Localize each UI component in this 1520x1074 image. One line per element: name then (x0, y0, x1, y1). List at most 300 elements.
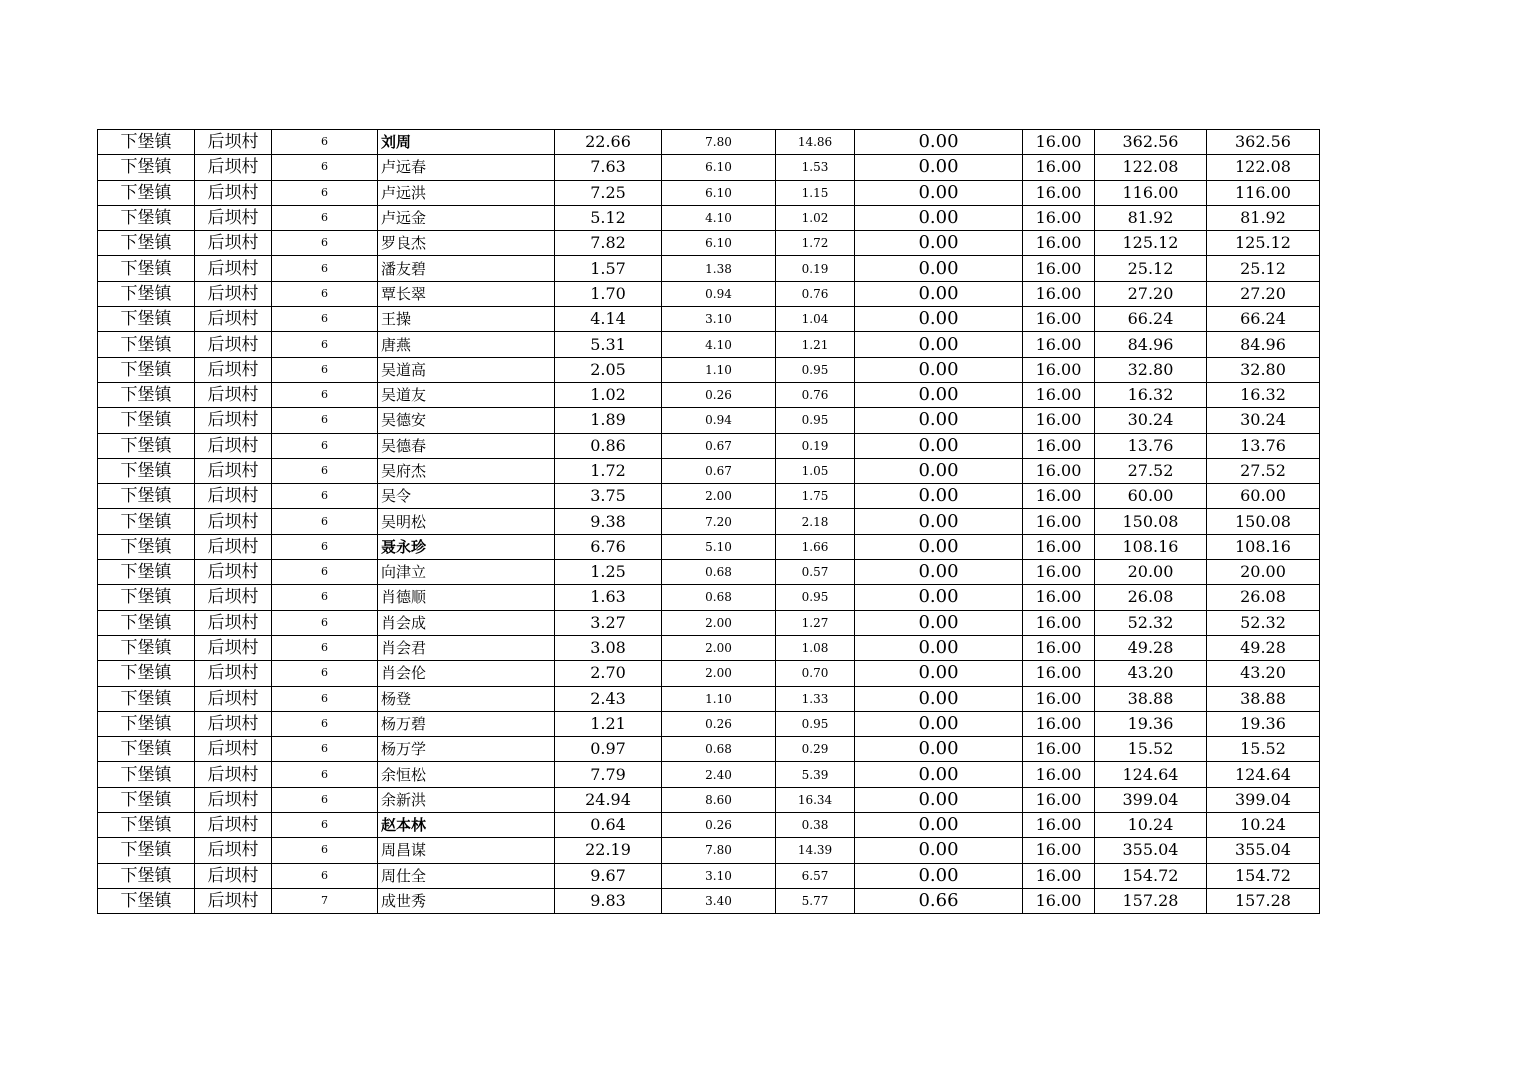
table-row (98, 737, 1320, 762)
table-body (98, 130, 1320, 914)
value-f-cell: 355.04 (1095, 838, 1207, 863)
value-c-cell: 0.57 (776, 560, 855, 585)
value-e-cell: 16.00 (1023, 382, 1095, 407)
value-f-cell: 362.56 (1095, 130, 1207, 155)
value-e-cell: 16.00 (1023, 509, 1095, 534)
group-cell: 6 (272, 408, 378, 433)
group-cell: 6 (272, 484, 378, 509)
village-cell: 后坝村 (195, 560, 272, 585)
value-a-cell: 1.72 (555, 458, 662, 483)
name-cell: 杨万学 (378, 737, 555, 762)
name-cell: 聂永珍 (378, 534, 555, 559)
value-d-cell: 0.00 (855, 813, 1023, 838)
table-row (98, 433, 1320, 458)
value-a-cell: 0.64 (555, 813, 662, 838)
group-cell: 6 (272, 585, 378, 610)
value-c-cell: 1.04 (776, 307, 855, 332)
value-b-cell: 5.10 (662, 534, 776, 559)
value-b-cell: 4.10 (662, 332, 776, 357)
value-b-cell: 7.80 (662, 130, 776, 155)
value-c-cell: 1.05 (776, 458, 855, 483)
value-b-cell: 3.10 (662, 863, 776, 888)
table-row (98, 458, 1320, 483)
value-a-cell: 0.86 (555, 433, 662, 458)
group-cell: 6 (272, 231, 378, 256)
table-row (98, 382, 1320, 407)
name-cell: 卢远金 (378, 205, 555, 230)
value-g-cell: 27.20 (1207, 281, 1320, 306)
value-a-cell: 22.19 (555, 838, 662, 863)
value-d-cell: 0.00 (855, 585, 1023, 610)
name-cell: 赵本林 (378, 813, 555, 838)
value-g-cell: 362.56 (1207, 130, 1320, 155)
town-cell: 下堡镇 (98, 813, 195, 838)
value-f-cell: 154.72 (1095, 863, 1207, 888)
value-a-cell: 0.97 (555, 737, 662, 762)
value-g-cell: 19.36 (1207, 711, 1320, 736)
value-e-cell: 16.00 (1023, 711, 1095, 736)
village-cell: 后坝村 (195, 711, 272, 736)
value-b-cell: 0.94 (662, 408, 776, 433)
town-cell: 下堡镇 (98, 332, 195, 357)
value-f-cell: 43.20 (1095, 661, 1207, 686)
value-f-cell: 150.08 (1095, 509, 1207, 534)
value-f-cell: 27.20 (1095, 281, 1207, 306)
town-cell: 下堡镇 (98, 787, 195, 812)
value-g-cell: 30.24 (1207, 408, 1320, 433)
value-c-cell: 2.18 (776, 509, 855, 534)
value-c-cell: 1.15 (776, 180, 855, 205)
town-cell: 下堡镇 (98, 408, 195, 433)
value-f-cell: 49.28 (1095, 635, 1207, 660)
value-d-cell: 0.66 (855, 888, 1023, 913)
value-e-cell: 16.00 (1023, 433, 1095, 458)
value-c-cell: 6.57 (776, 863, 855, 888)
value-c-cell: 14.86 (776, 130, 855, 155)
group-cell: 6 (272, 509, 378, 534)
value-d-cell: 0.00 (855, 838, 1023, 863)
value-g-cell: 66.24 (1207, 307, 1320, 332)
name-cell: 吴德春 (378, 433, 555, 458)
value-e-cell: 16.00 (1023, 458, 1095, 483)
value-a-cell: 7.79 (555, 762, 662, 787)
value-g-cell: 81.92 (1207, 205, 1320, 230)
value-a-cell: 9.67 (555, 863, 662, 888)
village-cell: 后坝村 (195, 130, 272, 155)
town-cell: 下堡镇 (98, 610, 195, 635)
name-cell: 肖会成 (378, 610, 555, 635)
value-c-cell: 14.39 (776, 838, 855, 863)
value-d-cell: 0.00 (855, 509, 1023, 534)
value-g-cell: 157.28 (1207, 888, 1320, 913)
name-cell: 成世秀 (378, 888, 555, 913)
value-f-cell: 125.12 (1095, 231, 1207, 256)
value-e-cell: 16.00 (1023, 686, 1095, 711)
town-cell: 下堡镇 (98, 458, 195, 483)
value-b-cell: 4.10 (662, 205, 776, 230)
table-row (98, 661, 1320, 686)
value-b-cell: 7.20 (662, 509, 776, 534)
value-g-cell: 125.12 (1207, 231, 1320, 256)
value-d-cell: 0.00 (855, 863, 1023, 888)
value-e-cell: 16.00 (1023, 534, 1095, 559)
value-a-cell: 1.57 (555, 256, 662, 281)
village-cell: 后坝村 (195, 813, 272, 838)
value-e-cell: 16.00 (1023, 635, 1095, 660)
spreadsheet-page (97, 129, 1320, 914)
value-g-cell: 150.08 (1207, 509, 1320, 534)
value-e-cell: 16.00 (1023, 888, 1095, 913)
town-cell: 下堡镇 (98, 888, 195, 913)
value-a-cell: 5.31 (555, 332, 662, 357)
name-cell: 吴府杰 (378, 458, 555, 483)
value-a-cell: 3.27 (555, 610, 662, 635)
table-row (98, 509, 1320, 534)
value-d-cell: 0.00 (855, 382, 1023, 407)
name-cell: 杨万碧 (378, 711, 555, 736)
value-a-cell: 1.70 (555, 281, 662, 306)
table-row (98, 610, 1320, 635)
value-c-cell: 16.34 (776, 787, 855, 812)
table-row (98, 256, 1320, 281)
value-g-cell: 154.72 (1207, 863, 1320, 888)
value-d-cell: 0.00 (855, 762, 1023, 787)
value-g-cell: 116.00 (1207, 180, 1320, 205)
value-e-cell: 16.00 (1023, 281, 1095, 306)
value-f-cell: 19.36 (1095, 711, 1207, 736)
value-c-cell: 1.08 (776, 635, 855, 660)
village-cell: 后坝村 (195, 408, 272, 433)
value-b-cell: 0.67 (662, 433, 776, 458)
group-cell: 6 (272, 130, 378, 155)
value-c-cell: 0.19 (776, 433, 855, 458)
group-cell: 6 (272, 635, 378, 660)
table-row (98, 762, 1320, 787)
village-cell: 后坝村 (195, 838, 272, 863)
value-b-cell: 0.68 (662, 560, 776, 585)
value-f-cell: 16.32 (1095, 382, 1207, 407)
value-g-cell: 38.88 (1207, 686, 1320, 711)
value-e-cell: 16.00 (1023, 560, 1095, 585)
name-cell: 周仕全 (378, 863, 555, 888)
town-cell: 下堡镇 (98, 560, 195, 585)
village-cell: 后坝村 (195, 610, 272, 635)
name-cell: 卢远洪 (378, 180, 555, 205)
town-cell: 下堡镇 (98, 382, 195, 407)
value-c-cell: 5.39 (776, 762, 855, 787)
value-b-cell: 2.00 (662, 661, 776, 686)
value-e-cell: 16.00 (1023, 813, 1095, 838)
value-g-cell: 20.00 (1207, 560, 1320, 585)
value-f-cell: 38.88 (1095, 686, 1207, 711)
town-cell: 下堡镇 (98, 711, 195, 736)
value-d-cell: 0.00 (855, 332, 1023, 357)
table-row (98, 332, 1320, 357)
value-g-cell: 60.00 (1207, 484, 1320, 509)
group-cell: 6 (272, 433, 378, 458)
value-d-cell: 0.00 (855, 307, 1023, 332)
town-cell: 下堡镇 (98, 281, 195, 306)
value-d-cell: 0.00 (855, 205, 1023, 230)
value-g-cell: 52.32 (1207, 610, 1320, 635)
group-cell: 6 (272, 813, 378, 838)
value-e-cell: 16.00 (1023, 762, 1095, 787)
name-cell: 吴明松 (378, 509, 555, 534)
group-cell: 6 (272, 737, 378, 762)
value-f-cell: 124.64 (1095, 762, 1207, 787)
town-cell: 下堡镇 (98, 180, 195, 205)
table-row (98, 635, 1320, 660)
village-cell: 后坝村 (195, 256, 272, 281)
value-f-cell: 66.24 (1095, 307, 1207, 332)
group-cell: 6 (272, 155, 378, 180)
name-cell: 肖会伦 (378, 661, 555, 686)
table-row (98, 205, 1320, 230)
name-cell: 吴德安 (378, 408, 555, 433)
value-g-cell: 122.08 (1207, 155, 1320, 180)
value-g-cell: 84.96 (1207, 332, 1320, 357)
value-a-cell: 9.83 (555, 888, 662, 913)
name-cell: 向津立 (378, 560, 555, 585)
value-f-cell: 84.96 (1095, 332, 1207, 357)
value-b-cell: 0.26 (662, 711, 776, 736)
value-d-cell: 0.00 (855, 610, 1023, 635)
village-cell: 后坝村 (195, 661, 272, 686)
name-cell: 卢远春 (378, 155, 555, 180)
value-a-cell: 1.25 (555, 560, 662, 585)
value-e-cell: 16.00 (1023, 256, 1095, 281)
value-e-cell: 16.00 (1023, 484, 1095, 509)
value-a-cell: 5.12 (555, 205, 662, 230)
value-b-cell: 2.00 (662, 484, 776, 509)
name-cell: 潘友碧 (378, 256, 555, 281)
value-d-cell: 0.00 (855, 408, 1023, 433)
value-g-cell: 32.80 (1207, 357, 1320, 382)
group-cell: 6 (272, 382, 378, 407)
value-d-cell: 0.00 (855, 281, 1023, 306)
value-a-cell: 7.63 (555, 155, 662, 180)
town-cell: 下堡镇 (98, 231, 195, 256)
village-cell: 后坝村 (195, 281, 272, 306)
value-e-cell: 16.00 (1023, 863, 1095, 888)
name-cell: 肖德顺 (378, 585, 555, 610)
value-f-cell: 81.92 (1095, 205, 1207, 230)
value-b-cell: 0.68 (662, 737, 776, 762)
value-b-cell: 1.10 (662, 686, 776, 711)
value-d-cell: 0.00 (855, 433, 1023, 458)
value-e-cell: 16.00 (1023, 661, 1095, 686)
value-b-cell: 2.40 (662, 762, 776, 787)
group-cell: 6 (272, 534, 378, 559)
value-a-cell: 4.14 (555, 307, 662, 332)
value-f-cell: 32.80 (1095, 357, 1207, 382)
value-f-cell: 399.04 (1095, 787, 1207, 812)
group-cell: 6 (272, 560, 378, 585)
town-cell: 下堡镇 (98, 635, 195, 660)
value-a-cell: 1.63 (555, 585, 662, 610)
town-cell: 下堡镇 (98, 686, 195, 711)
value-c-cell: 0.76 (776, 382, 855, 407)
value-g-cell: 399.04 (1207, 787, 1320, 812)
name-cell: 杨登 (378, 686, 555, 711)
town-cell: 下堡镇 (98, 205, 195, 230)
value-e-cell: 16.00 (1023, 307, 1095, 332)
town-cell: 下堡镇 (98, 307, 195, 332)
village-cell: 后坝村 (195, 307, 272, 332)
value-c-cell: 0.95 (776, 711, 855, 736)
town-cell: 下堡镇 (98, 256, 195, 281)
value-e-cell: 16.00 (1023, 205, 1095, 230)
village-cell: 后坝村 (195, 737, 272, 762)
village-cell: 后坝村 (195, 155, 272, 180)
village-cell: 后坝村 (195, 585, 272, 610)
village-cell: 后坝村 (195, 433, 272, 458)
group-cell: 6 (272, 307, 378, 332)
group-cell: 6 (272, 787, 378, 812)
value-a-cell: 3.75 (555, 484, 662, 509)
value-b-cell: 3.10 (662, 307, 776, 332)
value-g-cell: 43.20 (1207, 661, 1320, 686)
value-e-cell: 16.00 (1023, 357, 1095, 382)
value-c-cell: 1.21 (776, 332, 855, 357)
value-f-cell: 10.24 (1095, 813, 1207, 838)
value-d-cell: 0.00 (855, 180, 1023, 205)
village-cell: 后坝村 (195, 458, 272, 483)
value-c-cell: 1.72 (776, 231, 855, 256)
value-f-cell: 108.16 (1095, 534, 1207, 559)
name-cell: 周昌谋 (378, 838, 555, 863)
town-cell: 下堡镇 (98, 585, 195, 610)
value-c-cell: 1.75 (776, 484, 855, 509)
group-cell: 6 (272, 357, 378, 382)
value-b-cell: 3.40 (662, 888, 776, 913)
value-a-cell: 7.82 (555, 231, 662, 256)
group-cell: 6 (272, 332, 378, 357)
value-a-cell: 22.66 (555, 130, 662, 155)
value-b-cell: 8.60 (662, 787, 776, 812)
value-d-cell: 0.00 (855, 256, 1023, 281)
name-cell: 吴道高 (378, 357, 555, 382)
value-a-cell: 2.43 (555, 686, 662, 711)
value-b-cell: 7.80 (662, 838, 776, 863)
value-f-cell: 122.08 (1095, 155, 1207, 180)
village-cell: 后坝村 (195, 180, 272, 205)
value-b-cell: 0.26 (662, 813, 776, 838)
value-b-cell: 0.67 (662, 458, 776, 483)
value-d-cell: 0.00 (855, 458, 1023, 483)
group-cell: 6 (272, 686, 378, 711)
group-cell: 7 (272, 888, 378, 913)
value-b-cell: 0.68 (662, 585, 776, 610)
village-cell: 后坝村 (195, 863, 272, 888)
value-b-cell: 6.10 (662, 155, 776, 180)
value-g-cell: 25.12 (1207, 256, 1320, 281)
value-d-cell: 0.00 (855, 787, 1023, 812)
value-g-cell: 16.32 (1207, 382, 1320, 407)
data-table (97, 129, 1320, 914)
village-cell: 后坝村 (195, 484, 272, 509)
table-row (98, 585, 1320, 610)
value-f-cell: 27.52 (1095, 458, 1207, 483)
value-a-cell: 24.94 (555, 787, 662, 812)
group-cell: 6 (272, 610, 378, 635)
group-cell: 6 (272, 838, 378, 863)
value-g-cell: 49.28 (1207, 635, 1320, 660)
town-cell: 下堡镇 (98, 484, 195, 509)
value-d-cell: 0.00 (855, 155, 1023, 180)
table-row (98, 155, 1320, 180)
name-cell: 余恒松 (378, 762, 555, 787)
table-row (98, 281, 1320, 306)
village-cell: 后坝村 (195, 762, 272, 787)
group-cell: 6 (272, 180, 378, 205)
value-f-cell: 116.00 (1095, 180, 1207, 205)
value-f-cell: 15.52 (1095, 737, 1207, 762)
value-e-cell: 16.00 (1023, 180, 1095, 205)
village-cell: 后坝村 (195, 534, 272, 559)
value-e-cell: 16.00 (1023, 838, 1095, 863)
name-cell: 王操 (378, 307, 555, 332)
table-row (98, 863, 1320, 888)
table-row (98, 838, 1320, 863)
value-f-cell: 13.76 (1095, 433, 1207, 458)
value-c-cell: 1.33 (776, 686, 855, 711)
value-g-cell: 10.24 (1207, 813, 1320, 838)
value-d-cell: 0.00 (855, 231, 1023, 256)
value-a-cell: 2.05 (555, 357, 662, 382)
village-cell: 后坝村 (195, 509, 272, 534)
value-a-cell: 1.21 (555, 711, 662, 736)
value-f-cell: 20.00 (1095, 560, 1207, 585)
village-cell: 后坝村 (195, 332, 272, 357)
name-cell: 吴道友 (378, 382, 555, 407)
table-row (98, 357, 1320, 382)
village-cell: 后坝村 (195, 382, 272, 407)
value-d-cell: 0.00 (855, 635, 1023, 660)
table-row (98, 711, 1320, 736)
value-d-cell: 0.00 (855, 686, 1023, 711)
value-g-cell: 27.52 (1207, 458, 1320, 483)
group-cell: 6 (272, 661, 378, 686)
table-row (98, 813, 1320, 838)
group-cell: 6 (272, 458, 378, 483)
value-c-cell: 0.95 (776, 408, 855, 433)
value-f-cell: 60.00 (1095, 484, 1207, 509)
value-f-cell: 30.24 (1095, 408, 1207, 433)
village-cell: 后坝村 (195, 686, 272, 711)
value-c-cell: 0.38 (776, 813, 855, 838)
value-c-cell: 0.76 (776, 281, 855, 306)
table-row (98, 180, 1320, 205)
village-cell: 后坝村 (195, 888, 272, 913)
village-cell: 后坝村 (195, 635, 272, 660)
value-f-cell: 26.08 (1095, 585, 1207, 610)
value-c-cell: 1.66 (776, 534, 855, 559)
group-cell: 6 (272, 711, 378, 736)
value-d-cell: 0.00 (855, 560, 1023, 585)
value-b-cell: 1.10 (662, 357, 776, 382)
table-row (98, 560, 1320, 585)
value-a-cell: 3.08 (555, 635, 662, 660)
value-e-cell: 16.00 (1023, 231, 1095, 256)
value-b-cell: 2.00 (662, 635, 776, 660)
name-cell: 肖会君 (378, 635, 555, 660)
village-cell: 后坝村 (195, 205, 272, 230)
table-row (98, 534, 1320, 559)
value-c-cell: 0.95 (776, 357, 855, 382)
value-b-cell: 6.10 (662, 180, 776, 205)
name-cell: 余新洪 (378, 787, 555, 812)
